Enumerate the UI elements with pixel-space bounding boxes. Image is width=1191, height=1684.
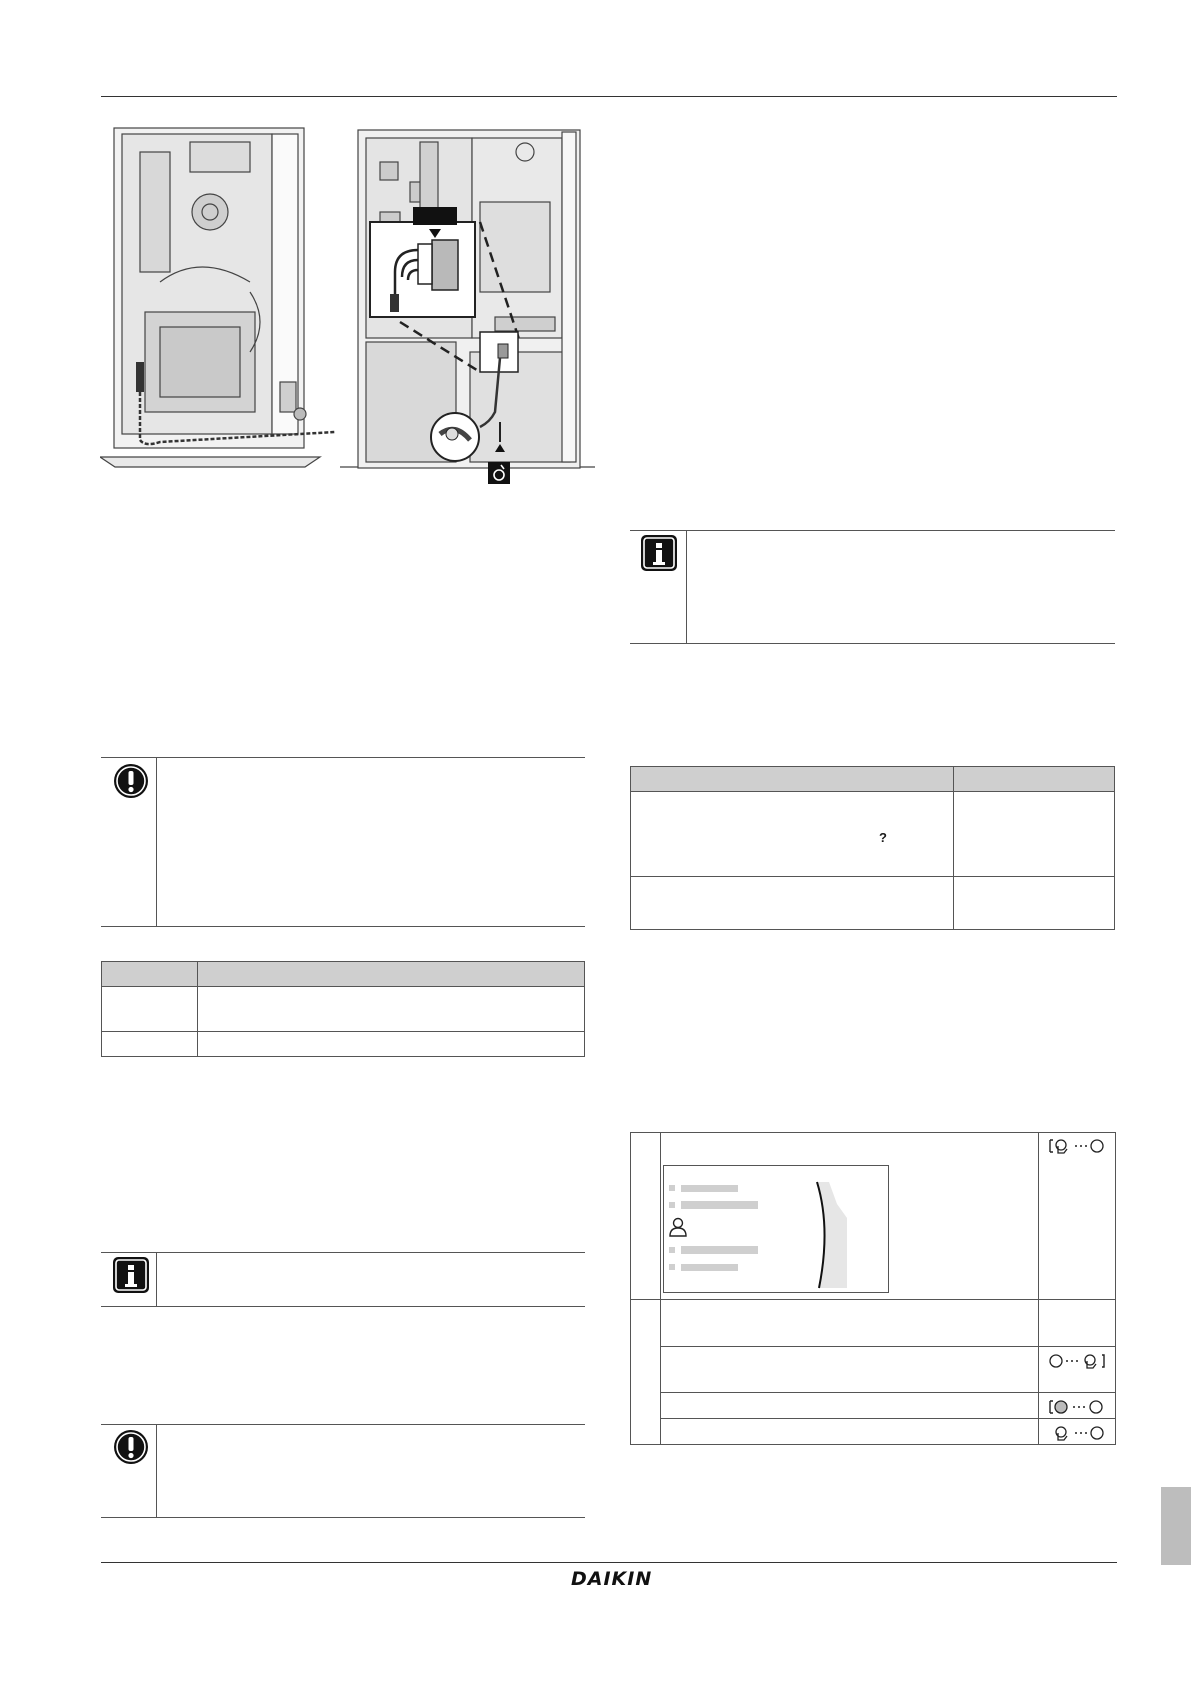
table-row: [631, 792, 1115, 877]
right-table: [630, 766, 1115, 930]
hand-icon: [1050, 1424, 1106, 1442]
notice-info-2-bottom: [630, 643, 1115, 644]
unit-front-illustration: [340, 122, 600, 502]
procedure-row-divider: [660, 1392, 1115, 1393]
table-header-cell: [102, 962, 198, 987]
unit-side-illustration: [100, 122, 340, 470]
table-header-row: [102, 962, 585, 987]
menu-item-placeholder: [681, 1201, 758, 1209]
menu-item-placeholder: [669, 1247, 675, 1253]
question-mark: ?: [879, 830, 887, 845]
table-cell: [198, 1032, 585, 1057]
header-rule: [101, 96, 1117, 97]
table-header-cell: [198, 962, 585, 987]
procedure-step-column-divider: [660, 1132, 661, 1444]
table-header-row: [631, 767, 1115, 792]
notice-info-2-top: [630, 530, 1115, 531]
footer-rule: [101, 1562, 1117, 1563]
notice-info-1-divider: [156, 1252, 157, 1307]
table-cell: [631, 792, 954, 877]
menu-item-placeholder: [681, 1185, 738, 1192]
table-cell: [102, 1032, 198, 1057]
table-row: [102, 1032, 585, 1057]
table-cell: [198, 987, 585, 1032]
notice-info-1-bottom: [101, 1306, 585, 1307]
menu-item-placeholder: [681, 1246, 758, 1254]
notice-warning-2-divider: [156, 1424, 157, 1518]
left-table: [101, 961, 585, 1057]
warning-icon: [112, 762, 150, 800]
info-icon: [112, 1256, 150, 1294]
procedure-row-divider: [660, 1418, 1115, 1419]
notice-info-1-top: [101, 1252, 585, 1253]
table-row: [631, 877, 1115, 930]
notice-warning-2-bottom: [101, 1517, 585, 1518]
notice-warning-1-bottom: [101, 926, 585, 927]
warning-icon: [112, 1428, 150, 1466]
table-header-cell: [631, 767, 954, 792]
procedure-row-divider: [660, 1346, 1115, 1347]
hand-icon: [1048, 1137, 1106, 1155]
notice-warning-1-divider: [156, 757, 157, 927]
table-cell: [631, 877, 954, 930]
table-cell: [954, 877, 1115, 930]
menu-item-placeholder: [681, 1264, 738, 1271]
procedure-icon-column-divider: [1038, 1132, 1039, 1444]
notice-warning-2-top: [101, 1424, 585, 1425]
notice-info-2-divider: [686, 530, 687, 644]
procedure-row-divider: [630, 1299, 1115, 1300]
chapter-side-tab: [1161, 1487, 1191, 1565]
menu-item-placeholder: [669, 1202, 675, 1208]
menu-item-placeholder: [669, 1264, 675, 1270]
scroll-gesture-graphic: [809, 1178, 849, 1290]
circle-icon: [1048, 1352, 1108, 1370]
brand-logo: DAIKIN: [571, 1568, 653, 1590]
menu-item-placeholder: [669, 1185, 675, 1191]
table-header-cell: [954, 767, 1115, 792]
screen-mockup: [663, 1165, 889, 1293]
notice-warning-1-top: [101, 757, 585, 758]
table-cell: [954, 792, 1115, 877]
table-row: [102, 987, 585, 1032]
user-icon: [668, 1217, 688, 1237]
hand-icon: [1048, 1398, 1106, 1416]
info-icon: [640, 534, 678, 572]
table-cell: [102, 987, 198, 1032]
